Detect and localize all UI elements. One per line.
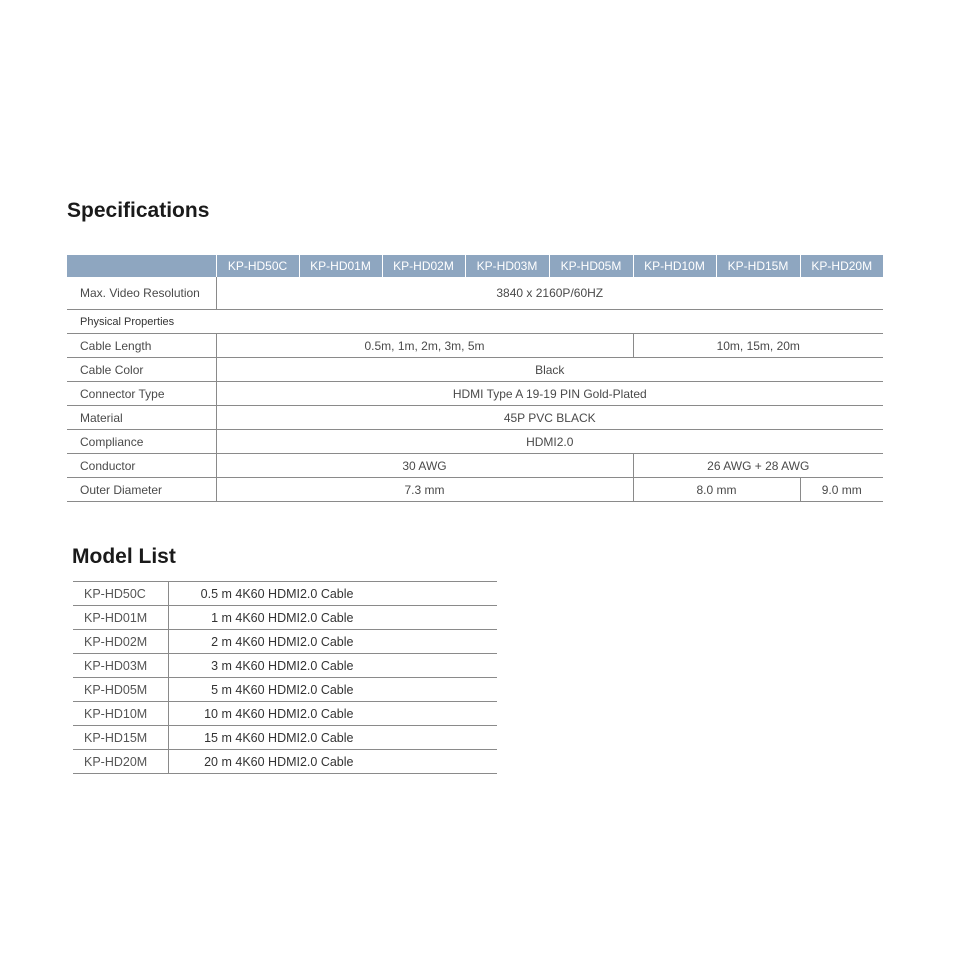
model-code: KP-HD20M	[73, 750, 168, 774]
model-list-row	[73, 678, 497, 702]
spec-header-model: KP-HD10M	[633, 255, 716, 277]
spec-value: 9.0 mm	[800, 478, 883, 502]
spec-value: 3840 x 2160P/60HZ	[216, 277, 883, 310]
specifications-table	[67, 255, 883, 502]
spec-row-connector	[67, 382, 883, 406]
model-list-row	[73, 702, 497, 726]
model-description: 15 m 4K60 HDMI2.0 Cable	[204, 730, 354, 745]
model-description: 5 m 4K60 HDMI2.0 Cable	[211, 682, 354, 697]
model-code: KP-HD10M	[73, 702, 168, 726]
spec-value: 8.0 mm	[633, 478, 800, 502]
model-description: 20 m 4K60 HDMI2.0 Cable	[204, 754, 354, 769]
spec-label: Material	[67, 406, 216, 430]
model-code: KP-HD15M	[73, 726, 168, 750]
spec-row-compliance	[67, 430, 883, 454]
model-list-row	[73, 582, 497, 606]
spec-label: Connector Type	[67, 382, 216, 406]
spec-label: Outer Diameter	[67, 478, 216, 502]
model-list-row	[73, 750, 497, 774]
spec-row-length	[67, 334, 883, 358]
model-description: 0.5 m 4K60 HDMI2.0 Cable	[200, 586, 354, 601]
model-description-cell	[168, 654, 497, 678]
spec-value: 45P PVC BLACK	[216, 406, 883, 430]
model-code: KP-HD02M	[73, 630, 168, 654]
spec-label: Conductor	[67, 454, 216, 478]
spec-header-model: KP-HD50C	[216, 255, 299, 277]
model-description-cell	[168, 702, 497, 726]
spec-section-label: Physical Properties	[67, 310, 883, 334]
spec-header-model: KP-HD02M	[382, 255, 465, 277]
spec-value: 30 AWG	[216, 454, 633, 478]
model-description-cell	[168, 630, 497, 654]
model-list-row	[73, 726, 497, 750]
spec-header-model: KP-HD20M	[800, 255, 883, 277]
model-description: 1 m 4K60 HDMI2.0 Cable	[211, 610, 354, 625]
spec-value: 26 AWG + 28 AWG	[633, 454, 883, 478]
model-code: KP-HD50C	[73, 582, 168, 606]
specifications-heading: Specifications	[67, 199, 210, 222]
spec-value: 10m, 15m, 20m	[633, 334, 883, 358]
spec-value: 7.3 mm	[216, 478, 633, 502]
spec-row-conductor	[67, 454, 883, 478]
model-code: KP-HD01M	[73, 606, 168, 630]
model-description-cell	[168, 750, 497, 774]
model-list-table	[73, 581, 497, 774]
model-description: 2 m 4K60 HDMI2.0 Cable	[211, 634, 354, 649]
spec-value: HDMI Type A 19-19 PIN Gold-Plated	[216, 382, 883, 406]
spec-header-model: KP-HD01M	[299, 255, 382, 277]
spec-value: HDMI2.0	[216, 430, 883, 454]
spec-header-model: KP-HD03M	[465, 255, 549, 277]
model-description-cell	[168, 606, 497, 630]
model-list-heading: Model List	[72, 545, 176, 568]
spec-header-model: KP-HD05M	[549, 255, 633, 277]
model-description: 3 m 4K60 HDMI2.0 Cable	[211, 658, 354, 673]
spec-row-color	[67, 358, 883, 382]
model-code: KP-HD05M	[73, 678, 168, 702]
model-description-cell	[168, 582, 497, 606]
spec-value: Black	[216, 358, 883, 382]
model-list-row	[73, 606, 497, 630]
spec-label: Max. Video Resolution	[67, 277, 216, 310]
model-description-cell	[168, 678, 497, 702]
spec-label: Cable Color	[67, 358, 216, 382]
spec-value: 0.5m, 1m, 2m, 3m, 5m	[216, 334, 633, 358]
spec-section-physical	[67, 310, 883, 334]
model-list-row	[73, 630, 497, 654]
spec-label: Compliance	[67, 430, 216, 454]
model-description-cell	[168, 726, 497, 750]
spec-row-resolution	[67, 277, 883, 310]
spec-label: Cable Length	[67, 334, 216, 358]
model-list-row	[73, 654, 497, 678]
spec-header-row	[67, 255, 883, 277]
model-description: 10 m 4K60 HDMI2.0 Cable	[204, 706, 354, 721]
spec-header-model: KP-HD15M	[716, 255, 800, 277]
model-code: KP-HD03M	[73, 654, 168, 678]
spec-row-material	[67, 406, 883, 430]
spec-row-diameter	[67, 478, 883, 502]
spec-header-corner	[67, 255, 216, 277]
